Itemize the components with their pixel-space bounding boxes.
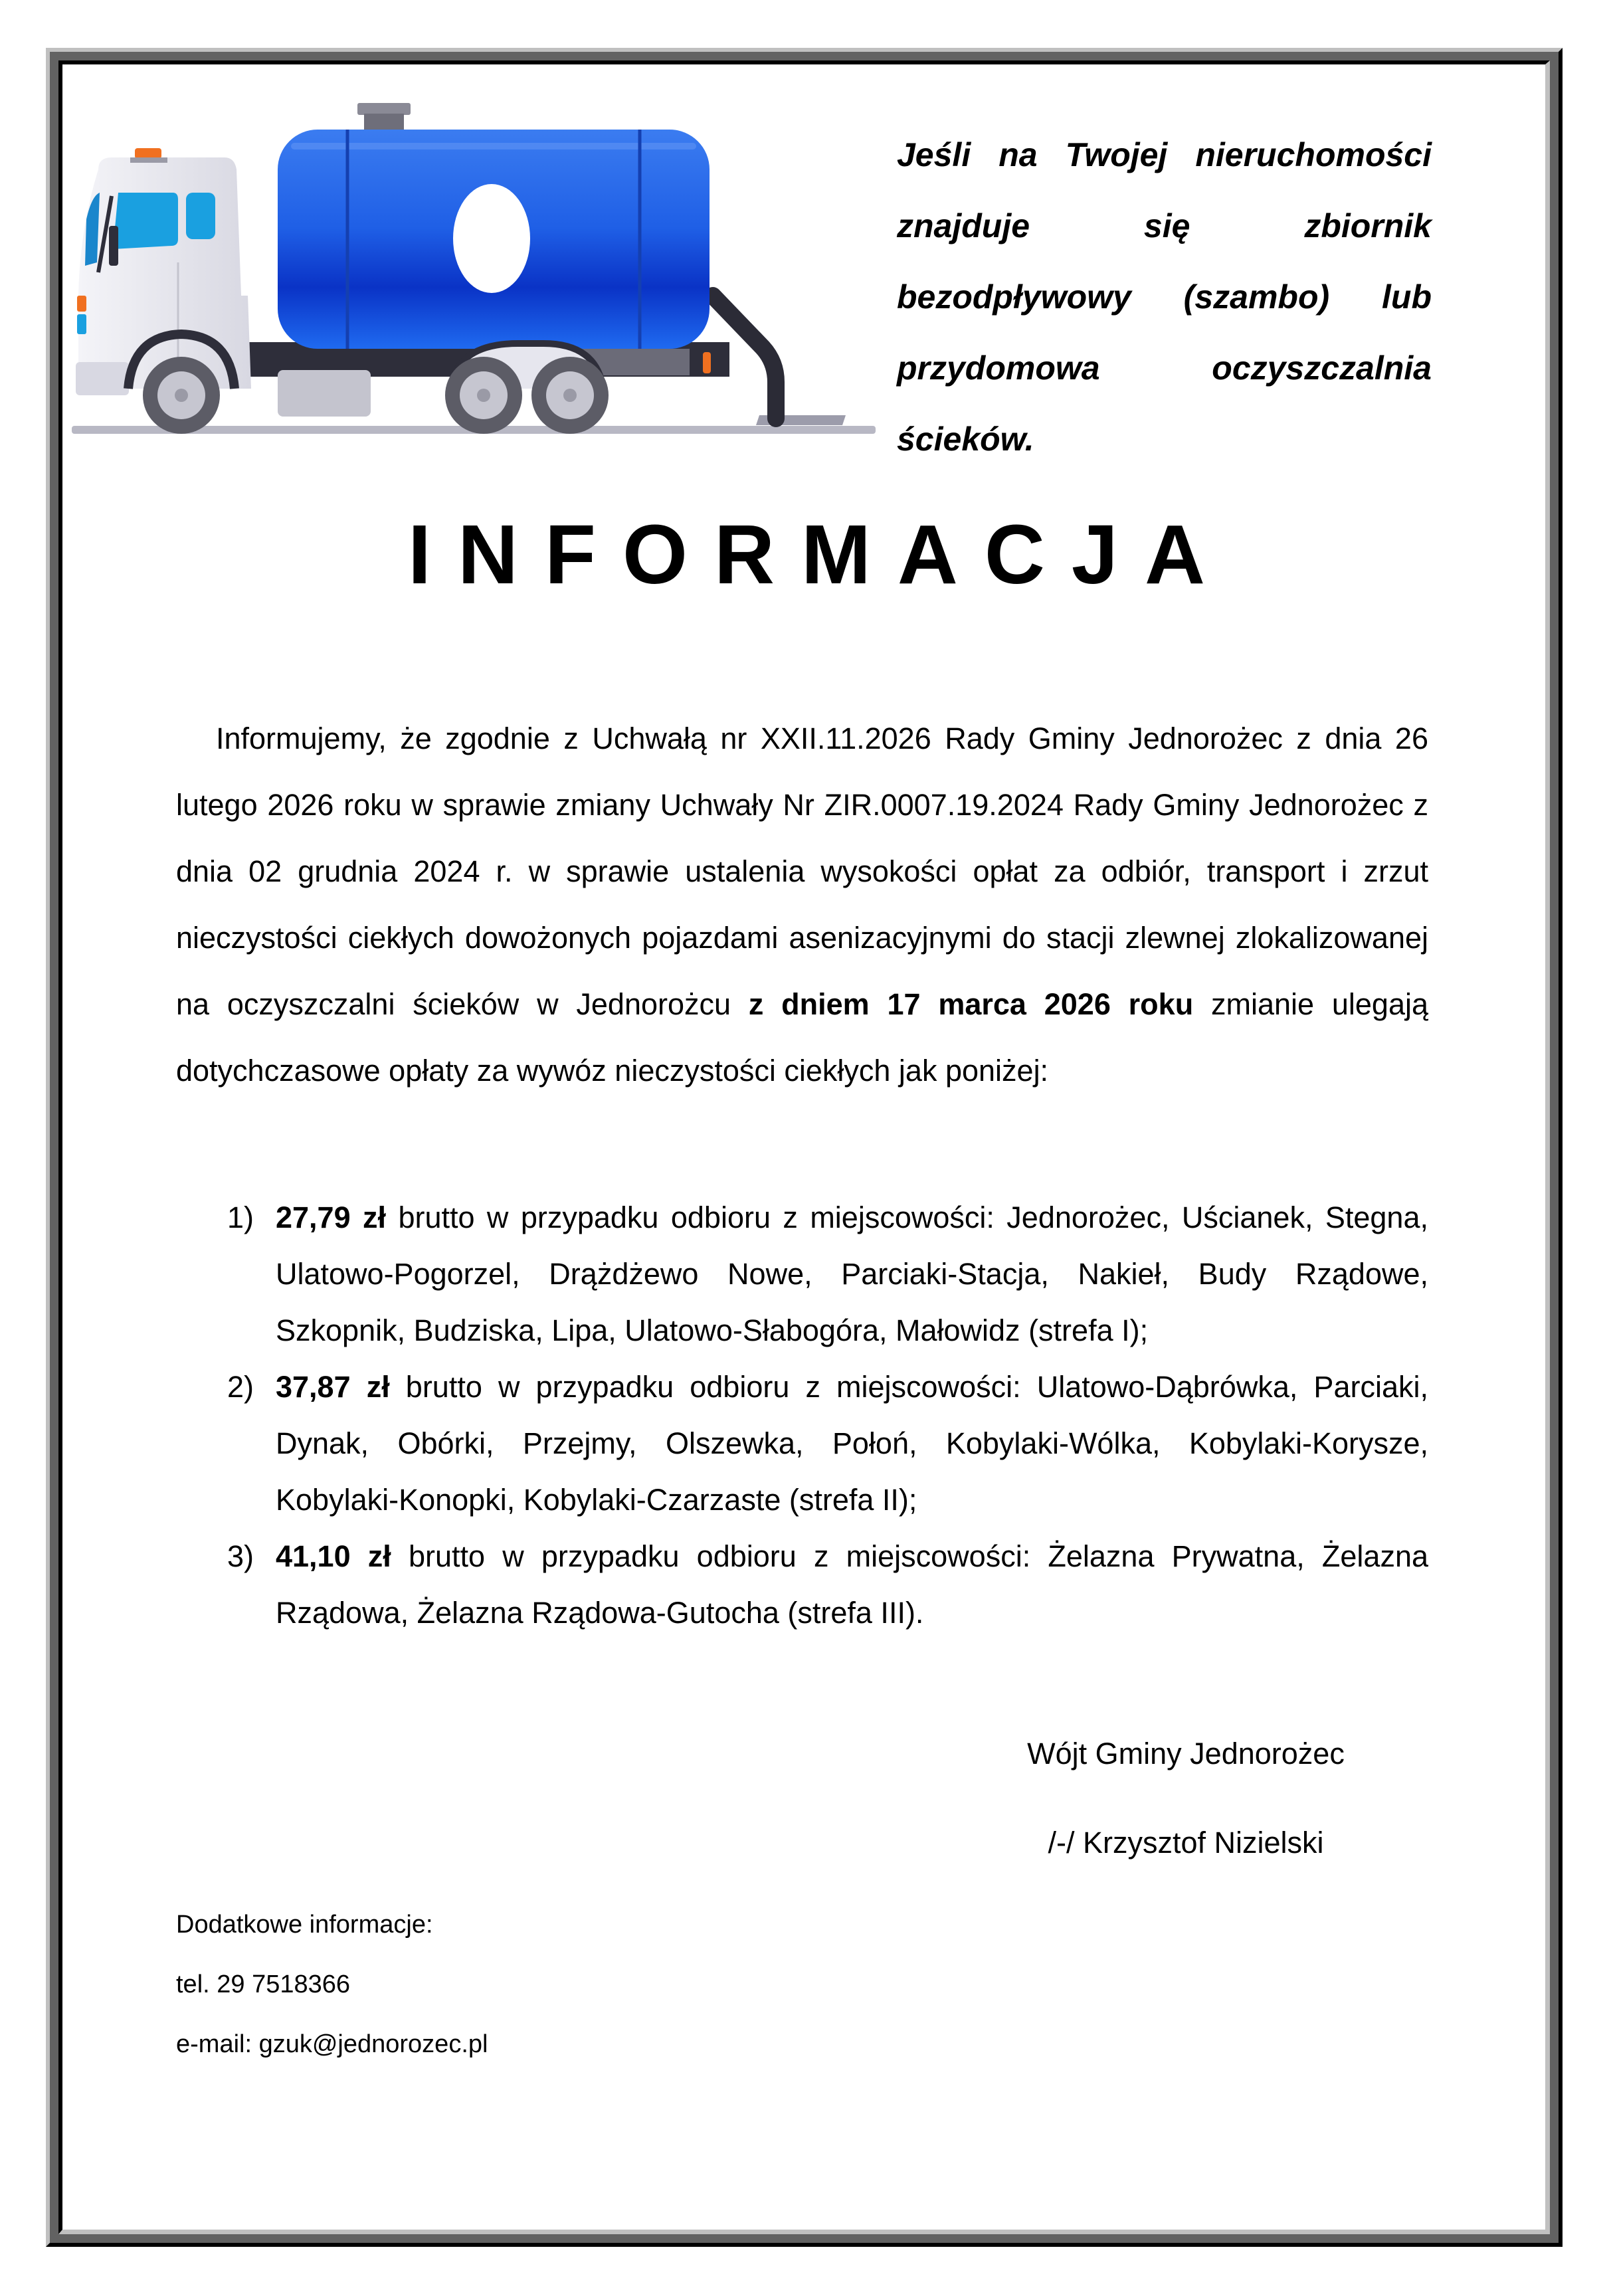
- effective-date: z dniem 17 marca 2026 roku: [748, 987, 1194, 1021]
- rate-price: 41,10 zł: [276, 1539, 391, 1573]
- rates-list: [227, 1189, 1428, 1641]
- rate-number: 1): [227, 1200, 254, 1234]
- announcement-paragraph: [176, 706, 1428, 1104]
- intro-line: przydomowa oczyszczalnia: [897, 349, 1432, 387]
- contact-email: e-mail: gzuk@jednorozec.pl: [176, 2030, 488, 2058]
- rate-price: 27,79 zł: [276, 1200, 387, 1234]
- intro-line: Jeśli na Twojej nieruchomości: [897, 136, 1432, 173]
- contact-phone: tel. 29 7518366: [176, 1970, 351, 1998]
- intro-line: bezodpływowy (szambo) lub: [897, 278, 1432, 316]
- contact-heading: Dodatkowe informacje:: [176, 1911, 433, 1939]
- intro-line: ścieków.: [897, 421, 1034, 458]
- septic-tank-truck-icon: [72, 96, 876, 442]
- rate-item: [227, 1528, 1428, 1641]
- rate-description: brutto w przypadku odbioru z miejscowości: Ulatowo-Dąbrówka, Parciaki, Dynak, Obórki, Przejmy, Olszewka, Połoń, Kobylaki-Wólka, Kobylaki-Korysze, Kobylaki-Konopki, Kobylaki-Czarzaste (strefa II);: [276, 1370, 1428, 1517]
- rate-description: brutto w przypadku odbioru z miejscowości: Jednorożec, Uścianek, Stegna, Ulatowo-Pogorzel, Drążdżewo Nowe, Parciaki-Stacja, Nakieł, Budy Rządowe, Szkopnik, Budziska, Lipa, Ulatowo-Słabogóra, Małowidz (strefa I);: [276, 1200, 1428, 1347]
- wheel-icon: [143, 357, 220, 434]
- signature-name: /-/ Krzysztof Nizielski: [1048, 1826, 1324, 1860]
- announcement-text-part1: Informujemy, że zgodnie z Uchwałą nr XXII.11.2026 Rady Gminy Jednorożec z dnia 26 lutego 2026 roku w sprawie zmiany Uchwały Nr ZIR.0007.19.2024 Rady Gminy Jednorożec z dnia 02 grudnia 2024 r. w sprawie ustalenia wysokości opłat za odbiór, transport i zrzut nieczystości ciekłych dowożonych pojazdami asenizacyjnymi do stacji zlewnej zlokalizowanej na oczyszczalni ścieków w Jednorożcu: [176, 721, 1428, 1021]
- page-title: INFORMACJA: [408, 508, 1232, 601]
- signature-title: Wójt Gminy Jednorożec: [1027, 1737, 1345, 1770]
- intro-line: znajduje się zbiornik: [897, 207, 1432, 244]
- rate-description: brutto w przypadku odbioru z miejscowości: Żelazna Prywatna, Żelazna Rządowa, Żelazna Rządowa-Gutocha (strefa III).: [276, 1539, 1428, 1630]
- rate-number: 2): [227, 1370, 254, 1404]
- rate-number: 3): [227, 1539, 254, 1573]
- rate-price: 37,87 zł: [276, 1370, 390, 1404]
- rate-item: [227, 1359, 1428, 1528]
- announcement-text-part2: zmianie ulegają dotychczasowe opłaty za wywóz nieczystości ciekłych jak poniżej:: [176, 987, 1428, 1088]
- rate-item: [227, 1189, 1428, 1359]
- intro-text: [897, 120, 1432, 475]
